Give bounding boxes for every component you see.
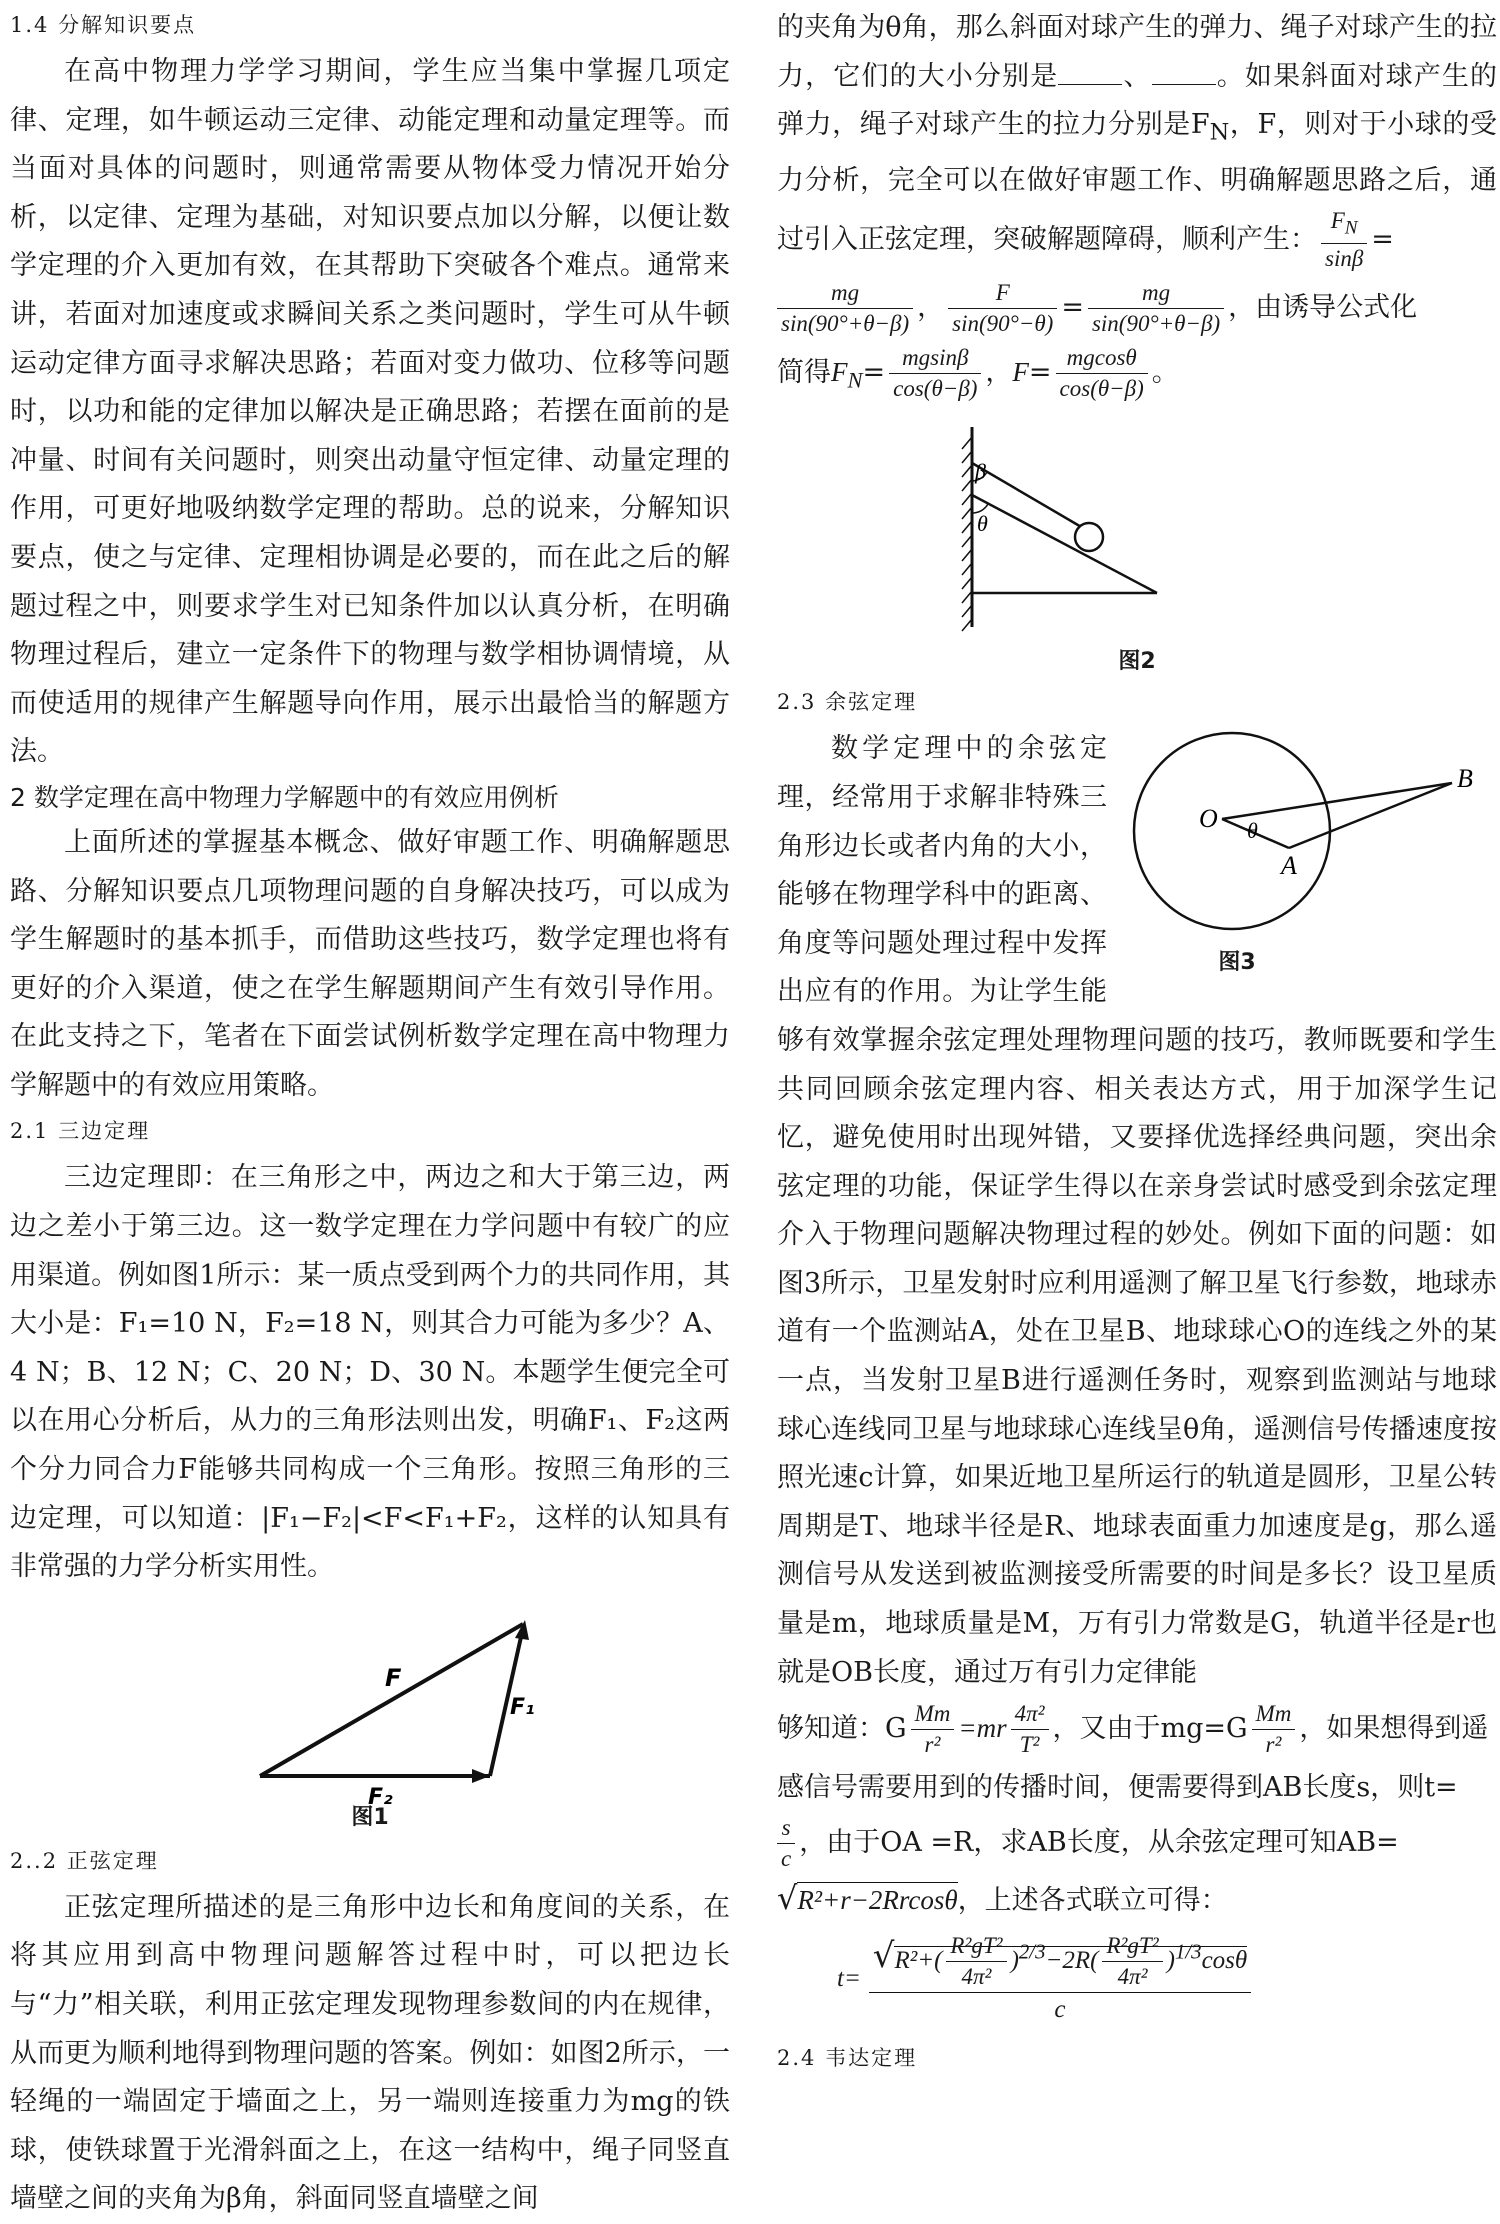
- iron-ball: [1075, 523, 1103, 551]
- sine-equation: $\frac{mg}{\sin(90^\circ+\theta-\beta)}$ ， $\frac{F}{\sin(90^\circ-\theta)}$ = $\frac{mg}{\sin(90^\circ+\theta-\beta)}$ ，由诱导公式化: [777, 278, 1497, 339]
- rope: [972, 463, 1083, 528]
- sine-problem-paragraph: 的夹角为θ角，那么斜面对球产生的弹力、绳子对球产生的拉力，它们的大小分别是 、 。如果斜面对球产生的弹力，绳子对球产生的拉力分别是$F_N$，F，则对于小球的受力分析，完全可以在做好审题工作、明确解题思路之后，通过引入正弦定理，突破解题障碍，顺利产生： $\frac{F_N}{\sin\beta}$ =: [777, 4, 1497, 274]
- fraction: $\frac{F}{\sin(90^\circ-\theta)}$: [948, 278, 1057, 339]
- cosine-equation: √R²+r−2Rrcosθ，上述各式联立可得：: [777, 1878, 1228, 1917]
- section-2-3-paragraph: 数学定理中的余弦定理，经常用于求解非特殊三角形边长或者内角的大小，能够在物理学科中的距离、角度等问题处理过程中发挥出应有的作用。为让学生能够有效掌握余弦定理处理物理问题的技巧，教师既要和学生共同回顾余弦定理内容、相关表达方式，用于加深学生记忆，避免使用时出现舛错，又要择优选择经典问题，突出余弦定理的功能，保证学生得以在亲身尝试时感受到余弦定理介入于物理问题解决物理过程的妙处。例如下面的问题：如图3所示，卫星发射时应利用遥测了解卫星飞行参数，地球赤道有一个监测站A，处在卫星B、地球球心O的连线之外的某一点，当发射卫星B进行遥测任务时，观察到监测站与地球球心连线同卫星与地球球心连线呈θ角，遥测信号传播速度按照光速c计算，如果近地卫星所运行的轨道是圆形，卫星公转周期是T、地球半径是R、地球表面重力加速度是g，那么遥测信号从发送到被监测接受所需要的时间是多长？设卫星质量是m，地球质量是M，万有引力常数是G，轨道半径是r也就是OB长度，通过万有引力定律能: [777, 733, 1497, 1688]
- theta-label: θ: [977, 511, 988, 537]
- label-theta: θ: [1247, 818, 1258, 844]
- fraction: $\frac{\text{R²gT²}}{\text{4π²}}$: [946, 1931, 1006, 1992]
- fraction: $\frac{mgsin\beta}{\cos(\theta-\beta)}$: [889, 343, 981, 404]
- f-resultant: [260, 1624, 523, 1776]
- section-2-2-paragraph: 正弦定理所描述的是三角形中边长和角度间的关系，在将其应用到高中物理问题解答过程中时，可以把边长与“力”相关联，利用正弦定理发现物理参数间的内在规律，从而更为顺利地得到物理问题的答案。例如：如图2所示，一轻绳的一端固定于墙面之上，另一端则连接重力为mg的铁球，使铁球置于光滑斜面之上，在这一结构中，绳子同竖直墙壁之间的夹角为β角，斜面同竖直墙壁之间: [10, 1891, 730, 2215]
- figure-3: [1117, 731, 1497, 976]
- fraction: $\frac{mgcos\theta}{\cos(\theta-\beta)}$: [1056, 343, 1148, 404]
- section-2-1-paragraph: 三边定理即：在三角形之中，两边之和大于第三边，两边之差小于第三边。这一数学定理在力学问题中有较广的应用渠道。例如图1所示：某一质点受到两个力的共同作用，其大小是：F₁=10 N，F₂=18 N，则其合力可能为多少？A、4 N；B、12 N；C、20 N；D、30 N。本题学生便完全可以在用心分析后，从力的三角形法则出发，明确F₁、F₂这两个分力同合力F能够共同构成一个三角形。按照三角形的三边定理，可以知道：|F₁−F₂|<F<F₁+F₂，这样的认知具有非常强的力学分析实用性。: [10, 1162, 730, 1583]
- section-2-1-heading: 2.1 三边定理: [10, 1119, 151, 1144]
- label-F2: F₂: [368, 1784, 393, 1810]
- label-A: A: [1281, 851, 1297, 881]
- figure-2-diagram: [777, 415, 1497, 640]
- figure-1: [10, 1606, 730, 1836]
- section-2-4-heading: 2.4 韦达定理: [777, 2046, 918, 2071]
- left-column: [10, 4, 730, 2224]
- section-2-3-heading: 2.3 余弦定理: [777, 690, 918, 715]
- gravitation-equation: 够知道：G $\frac{Mm}{\text{r²}}$ =mr $\frac{\text{4π²}}{\text{T²}}$ ，又由于mg=G $\frac{Mm}{\text{r²}}$ ，如果想得到遥: [777, 1699, 1497, 1760]
- figure-2: [777, 415, 1497, 675]
- figure-3-diagram: [1117, 731, 1497, 941]
- time-equation: $\frac{s}{c}$ ，由于OA =R，求AB长度，从余弦定理可知AB=: [777, 1813, 1497, 1874]
- section-2-heading: 2 数学定理在高中物理力学解题中的有效应用例析: [10, 782, 559, 812]
- incline: [972, 495, 1157, 593]
- figure-2-caption: 图2: [1118, 649, 1156, 675]
- fraction: $\frac{s}{c}$: [777, 1813, 795, 1874]
- section-2-paragraph: 上面所述的掌握基本概念、做好审题工作、明确解题思路、分解知识要点几项物理问题的自身解决技巧，可以成为学生解题时的基本抓手，而借助这些技巧，数学定理也将有更好的介入渠道，使之在学生解题期间产生有效引导作用。在此支持之下，笔者在下面尝试例析数学定理在高中物理力学解题中的有效应用策略。: [10, 826, 730, 1101]
- label-F1: F₁: [510, 1694, 535, 1720]
- section-1-4-paragraph: 在高中物理力学学习期间，学生应当集中掌握几项定律、定理，如牛顿运动三定律、动能定理和动量定理等。而当面对具体的问题时，则通常需要从物体受力情况开始分析，以定律、定理为基础，对知识要点加以分解，以便让数学定理的介入更加有效，在其帮助下突破各个难点。通常来讲，若面对加速度或求瞬间关系之类问题时，学生可从牛顿运动定律方面寻求解决思路；若面对变力做功、位移等问题时，以功和能的定律加以解决是正确思路；若摆在面前的是冲量、时间有关问题时，则突出动量守恒定律、动量定理的作用，可更好地吸纳数学定理的帮助。总的说来，分解知识要点，使之与定律、定理相协调是必要的，而在此之后的解题过程之中，则要求学生对已知条件加以认真分析，在明确物理过程后，建立一定条件下的物理与数学相协调情境，从而使适用的规律产生解题导向作用，展示出最恰当的解题方法。: [10, 56, 730, 768]
- distance-paragraph: 感信号需要用到的传播时间，便需要得到AB长度s，则t=: [777, 1772, 1458, 1804]
- figure-3-caption: 图3: [1218, 950, 1256, 976]
- fraction: $\frac{Mm}{\text{r²}}$: [1252, 1699, 1296, 1760]
- label-B: B: [1457, 764, 1473, 794]
- f2-arrowhead: [472, 1769, 490, 1783]
- fraction: $\frac{\text{4π²}}{\text{T²}}$: [1011, 1699, 1049, 1760]
- fraction: $\frac{mg}{\sin(90^\circ+\theta-\beta)}$: [1088, 278, 1224, 339]
- fraction: $\frac{\text{R²gT²}}{\text{4π²}}$: [1102, 1931, 1162, 1992]
- fraction: $\frac{mg}{\sin(90^\circ+\theta-\beta)}$: [777, 278, 913, 339]
- line-OB: [1222, 783, 1452, 819]
- beta-label: β: [975, 459, 986, 485]
- answer-blank: [1152, 84, 1216, 85]
- right-column: [777, 4, 1497, 2081]
- fraction: $\frac{Mm}{\text{r²}}$: [911, 1699, 955, 1760]
- final-equation: t= √R²+( $\frac{\text{R²gT²}}{\text{4π²}}$ )$^{2/3}$−2R( $\frac{\text{R²gT²}}{\text{4π²}}$ )$^{1/3}$cosθ c: [837, 1931, 1497, 2027]
- answer-blank: [1058, 84, 1122, 85]
- section-2-2-heading: 2..2 正弦定理: [10, 1848, 159, 1873]
- simplified-equation: 简得$F_N=$ $\frac{mgsin\beta}{\cos(\theta-\beta)}$ ，F= $\frac{mgcos\theta}{\cos(\theta-\beta)}$ 。: [777, 343, 1497, 405]
- line-AB: [1289, 783, 1452, 848]
- label-F: F: [385, 1663, 402, 1692]
- section-1-4-heading: 1.4 分解知识要点: [10, 13, 197, 37]
- figure-1-diagram: [10, 1606, 730, 1810]
- label-O: O: [1199, 804, 1218, 834]
- figure-1-caption: 图1: [351, 1804, 389, 1830]
- fraction: $\frac{F_N}{\sin\beta}$: [1321, 206, 1367, 275]
- earth-circle: [1134, 733, 1330, 929]
